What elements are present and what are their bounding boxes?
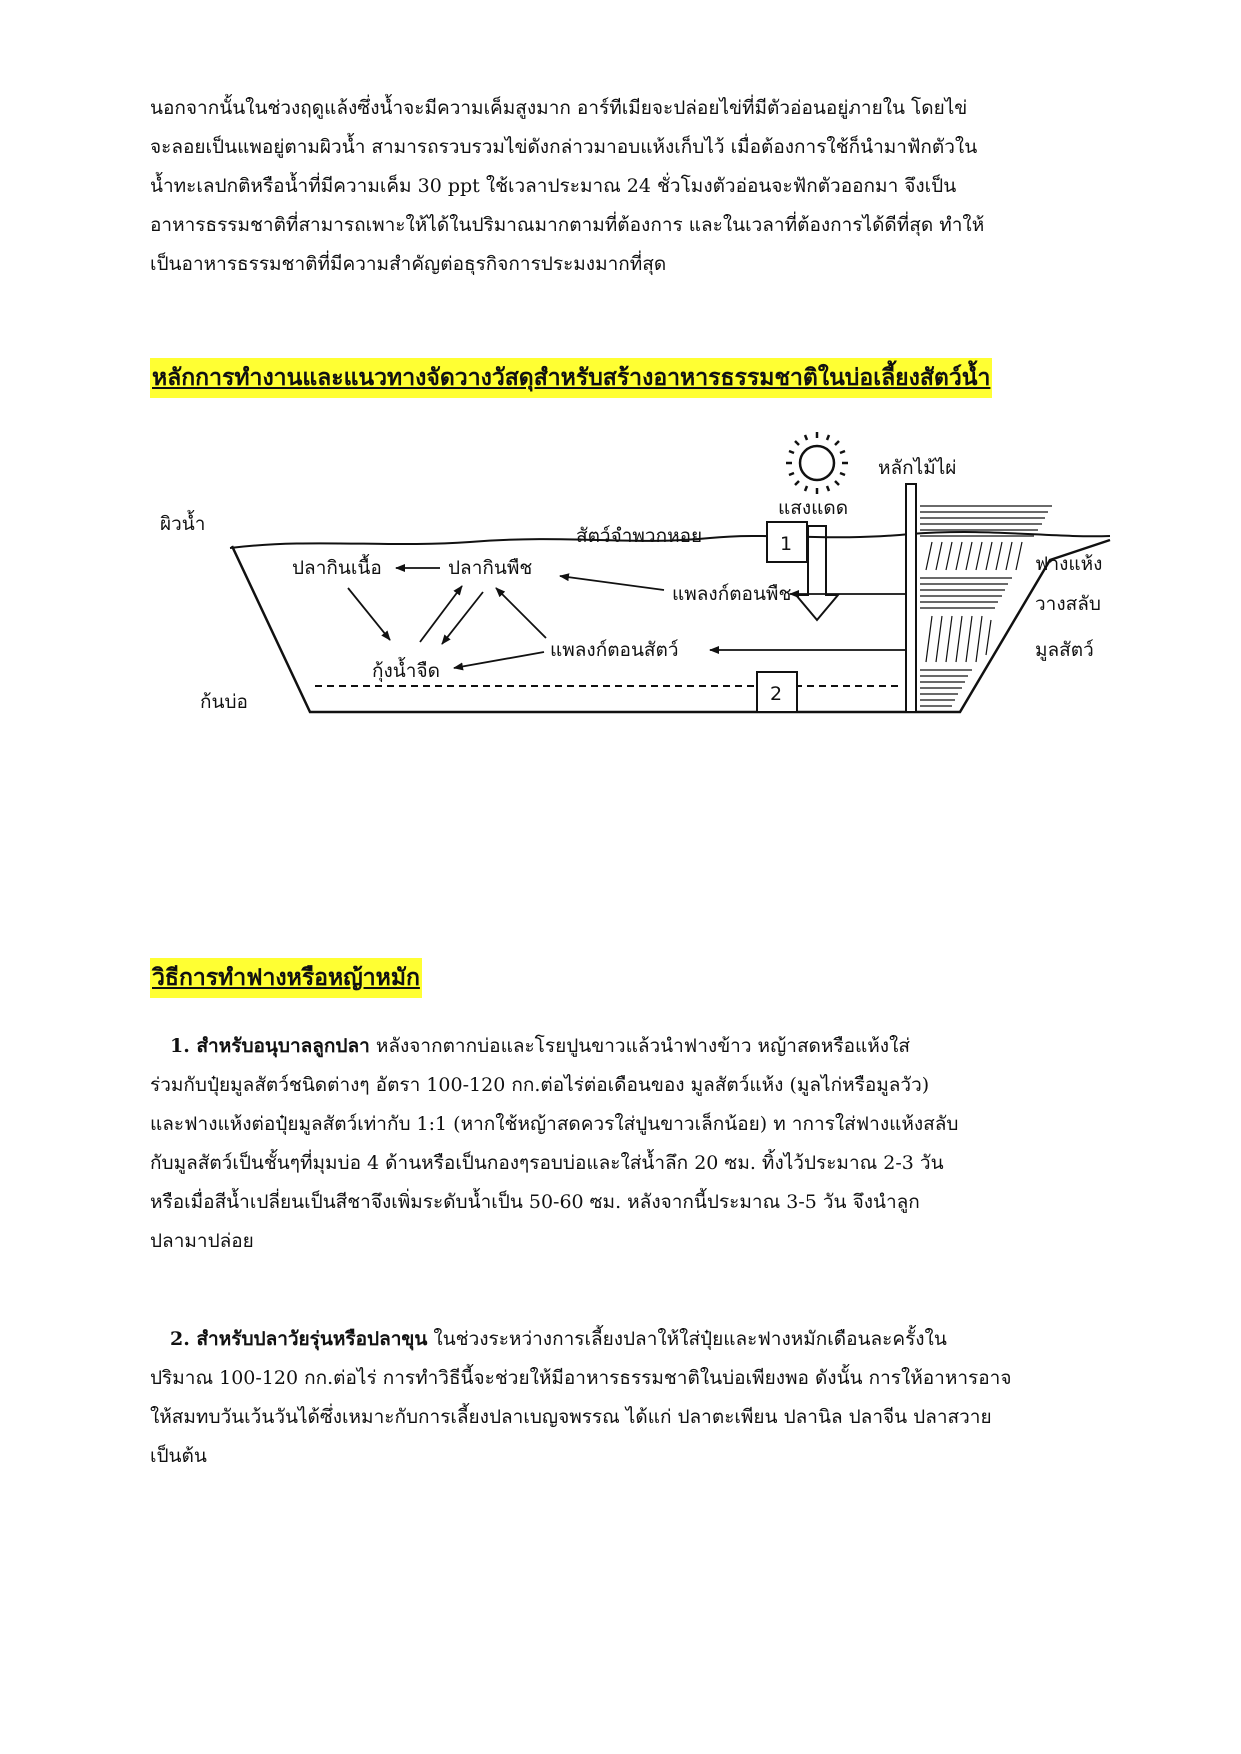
- box-2-label: 2: [770, 683, 783, 705]
- dry-straw-label: ฟางแห้ง: [1035, 553, 1103, 575]
- step-2-line: ปริมาณ 100-120 กก.ต่อไร่ การทำวิธีนี้จะช่วยให้มีอาหารธรรมชาติในบ่อเพียงพอ ดังนั้น การให้อาหารอาจ: [150, 1367, 1012, 1389]
- manure-label: มูลสัตว์: [1035, 639, 1094, 661]
- box-1-label: 1: [780, 533, 793, 555]
- step-1-line: กับมูลสัตว์เป็นชั้นๆที่มุมบ่อ 4 ด้านหรือเป็นกองๆรอบบ่อและใส่น้ำลึก 20 ซม. ทิ้งไว้ประมาณ 2-3 วัน: [150, 1152, 944, 1174]
- step-2-line: เป็นต้น: [150, 1445, 207, 1467]
- bamboo-stake: [906, 484, 916, 712]
- sun-icon: [786, 432, 848, 494]
- arrow-zoo-to-herbivore: [496, 588, 546, 638]
- step-1-line: ปลามาปล่อย: [150, 1230, 254, 1252]
- step-1-paragraph: [150, 1027, 1080, 1261]
- step-1-first-line-text: หลังจากตากบ่อและโรยปูนขาวแล้วนำฟางข้าว หญ้าสดหรือแห้งใส่: [369, 1035, 910, 1057]
- arrow-zoo-to-shrimp: [454, 652, 544, 668]
- intro-line: จะลอยเป็นแพอยู่ตามผิวน้ำ สามารถรวบรวมไข่ดังกล่าวมาอบแห้งเก็บไว้ เมื่อต้องการใช้ก็นำมาฟักตัวใน: [150, 136, 978, 158]
- water-surface-label: ผิวน้ำ: [160, 513, 206, 535]
- step-2-title: 2. สำหรับปลาวัยรุ่นหรือปลาขุน: [170, 1328, 428, 1350]
- intro-line: นอกจากนั้นในช่วงฤดูแล้งซึ่งน้ำจะมีความเค็มสูงมาก อาร์ทีเมียจะปล่อยไข่ที่มีตัวอ่อนอยู่ภายใน โดยไข่: [150, 97, 968, 119]
- step-1-first-line: [150, 1027, 1080, 1066]
- herbivorous-fish-label: ปลากินพืช: [448, 557, 533, 579]
- step-1-line: และฟางแห้งต่อปุ๋ยมูลสัตว์เท่ากับ 1:1 (หากใช้หญ้าสดควรใส่ปูนขาวเล็กน้อย) ท าการใส่ฟางแห้งสลับ: [150, 1113, 959, 1135]
- zooplankton-label: แพลงก์ตอนสัตว์: [550, 639, 679, 661]
- phytoplankton-label: แพลงก์ตอนพืช: [672, 583, 792, 605]
- intro-line: เป็นอาหารธรรมชาติที่มีความสำคัญต่อธุรกิจการประมงมากที่สุด: [150, 253, 667, 275]
- alternate-label: วางสลับ: [1035, 593, 1101, 615]
- step-1-title: 1. สำหรับอนุบาลลูกปลา: [170, 1035, 370, 1057]
- step-1-line: หรือเมื่อสีน้ำเปลี่ยนเป็นสีชาจึงเพิ่มระดับน้ำเป็น 50-60 ซม. หลังจากนี้ประมาณ 3-5 วัน จึงนำลูก: [150, 1191, 920, 1213]
- arrow-herbivore-to-shrimp: [442, 592, 483, 644]
- straw-manure-stack: [920, 506, 1052, 706]
- freshwater-shrimp-label: กุ้งน้ำจืด: [372, 660, 440, 682]
- pond-food-web-diagram: [150, 430, 1130, 810]
- section-heading-principles: หลักการทำงานและแนวทางจัดวางวัสดุสำหรับสร้างอาหารธรรมชาติในบ่อเลี้ยงสัตว์น้ำ: [150, 358, 992, 398]
- carnivorous-fish-label: ปลากินเนื้อ: [292, 557, 382, 579]
- arrow-phyto-to-herbivore: [560, 576, 664, 590]
- step-2-first-line-text: ในช่วงระหว่างการเลี้ยงปลาให้ใส่ปุ๋ยและฟางหมักเดือนละครั้งใน: [427, 1328, 947, 1350]
- arrow-carnivore-to-shrimp: [348, 588, 390, 640]
- bamboo-stake-label: หลักไม้ไผ่: [878, 457, 957, 479]
- step-2-first-line: [150, 1320, 1080, 1359]
- intro-line: อาหารธรรมชาติที่สามารถเพาะให้ได้ในปริมาณมากตามที่ต้องการ และในเวลาที่ต้องการได้ดีที่สุด ทำให้: [150, 214, 985, 236]
- sunlight-label: แสงแดด: [778, 497, 849, 519]
- arrow-shrimp-to-herbivore: [420, 586, 462, 642]
- intro-paragraph: [150, 89, 1080, 284]
- mollusks-label: สัตว์จำพวกหอย: [576, 525, 703, 547]
- intro-line: น้ำทะเลปกติหรือน้ำที่มีความเค็ม 30 ppt ใช้เวลาประมาณ 24 ชั่วโมงตัวอ่อนจะฟักตัวออกมา จึงเป็น: [150, 175, 957, 197]
- step-2-paragraph: [150, 1320, 1080, 1476]
- pond-bottom-label: ก้นบ่อ: [200, 691, 248, 713]
- section-heading-compost-method: วิธีการทำฟางหรือหญ้าหมัก: [150, 958, 422, 998]
- step-2-line: ให้สมทบวันเว้นวันได้ซึ่งเหมาะกับการเลี้ยงปลาเบญจพรรณ ได้แก่ ปลาตะเพียน ปลานิล ปลาจีน ปลาสวาย: [150, 1406, 992, 1428]
- step-1-line: ร่วมกับปุ๋ยมูลสัตว์ชนิดต่างๆ อัตรา 100-120 กก.ต่อไร่ต่อเดือนของ มูลสัตว์แห้ง (มูลไก่หรือมูลวัว): [150, 1074, 930, 1096]
